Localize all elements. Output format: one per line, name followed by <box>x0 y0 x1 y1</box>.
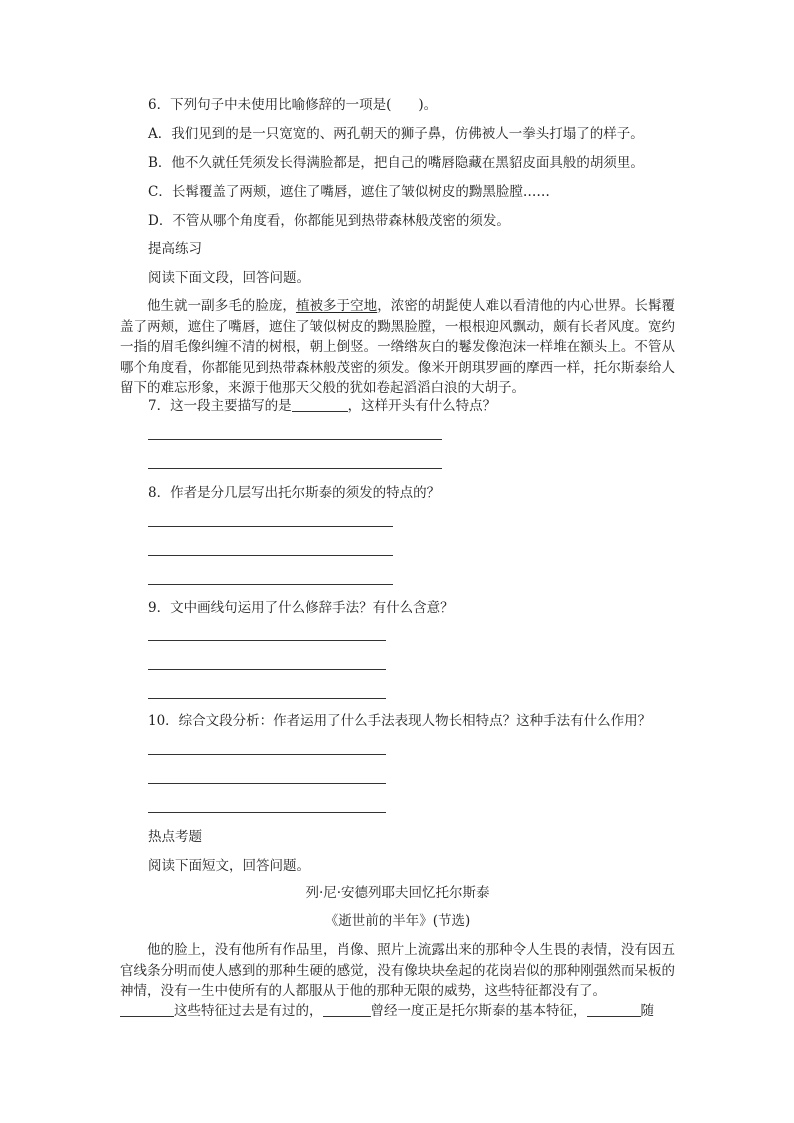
passage-text-rest: ，浓密的胡髭使人难以看清他的内心世界。长髯覆盖了两颊，遮住了嘴唇，遮住了皱似树皮的黝黑脸膛，一根根迎风飘动，颇有长者风度。宽约一指的眉毛像纠缠不清的树根，朝上倒竖。一绺绺灰白的鬈发像泡沫一样堆在额头上。不管从哪个角度看，你都能见到热带森林般茂密的须发。像米开朗琪罗画的摩西一样，托尔斯泰给人留下的难忘形象，来源于他那天父般的犹如卷起滔滔白浪的大胡子。 <box>120 298 676 396</box>
question-7-text-start: 7．这一段主要描写的是 <box>148 398 292 414</box>
passage-text: 曾经一度正是托尔斯泰的基本特征， <box>370 1003 587 1019</box>
fill-in-blank[interactable] <box>292 399 348 412</box>
underlined-sentence: 植被多于空地 <box>295 298 378 314</box>
section-heading-improve: 提高练习 <box>148 241 202 257</box>
section-instruction: 阅读下面文段，回答问题。 <box>148 270 310 286</box>
answer-line[interactable] <box>148 812 386 813</box>
article-subtitle: 《逝世前的半年》(节选) <box>324 913 471 929</box>
question-9: 9．文中画线句运用了什么修辞手法？有什么含意？ <box>148 600 454 616</box>
fill-in-blank[interactable] <box>587 1004 641 1017</box>
answer-line[interactable] <box>148 669 386 670</box>
question-7 <box>148 397 496 415</box>
question-6-stem: 6．下列句子中未使用比喻修辞的一项是( )。 <box>148 97 438 113</box>
question-7-text-end: ，这样开头有什么特点？ <box>347 398 497 414</box>
article-passage: 他的脸上，没有他所有作品里，肖像、照片上流露出来的那种令人生畏的表情，没有因五官线条分明而使人感到的那种生硬的感觉，没有像块块垒起的花岗岩似的那种刚强然而呆板的神情，没有一生中使所有的人都服从于他的那种无限的威势，这些特征都没有了。 <box>120 942 675 999</box>
answer-line[interactable] <box>148 754 386 755</box>
question-8: 8．作者是分几层写出托尔斯泰的须发的特点的？ <box>148 485 441 501</box>
passage-text-start: 他生就一副多毛的脸庞， <box>147 298 296 314</box>
reading-passage <box>120 296 675 399</box>
answer-line[interactable] <box>148 783 386 784</box>
passage-text: 这些特征过去是有过的， <box>174 1003 323 1019</box>
fill-in-blank[interactable] <box>323 1004 371 1017</box>
fill-in-blank[interactable] <box>120 1004 174 1017</box>
section-heading-hot-topics: 热点考题 <box>148 829 202 845</box>
answer-line[interactable] <box>148 640 386 641</box>
answer-line[interactable] <box>148 555 393 556</box>
answer-line[interactable] <box>148 584 393 585</box>
question-6-option-c: C．长髯覆盖了两颊，遮住了嘴唇，遮住了皱似树皮的黝黑脸膛…… <box>148 184 550 200</box>
section-instruction: 阅读下面短文，回答问题。 <box>148 858 310 874</box>
article-passage-blank-line <box>120 1001 675 1022</box>
answer-line[interactable] <box>148 468 442 469</box>
passage-text: 随 <box>640 1003 654 1019</box>
answer-line[interactable] <box>148 439 442 440</box>
answer-line[interactable] <box>148 526 393 527</box>
question-6-option-a: A．我们见到的是一只宽宽的、两孔朝天的狮子鼻，仿佛被人一拳头打塌了的样子。 <box>148 126 644 142</box>
article-title: 列·尼·安德列耶夫回忆托尔斯泰 <box>305 885 490 901</box>
question-6-option-d: D．不管从哪个角度看，你都能见到热带森林般茂密的须发。 <box>148 213 510 229</box>
answer-line[interactable] <box>148 698 386 699</box>
question-10: 10．综合文段分析：作者运用了什么手法表现人物长相特点？这种手法有什么作用？ <box>148 713 652 729</box>
question-6-option-b: B．他不久就任凭须发长得满脸都是，把自己的嘴唇隐藏在黑貂皮面具般的胡须里。 <box>148 155 644 171</box>
